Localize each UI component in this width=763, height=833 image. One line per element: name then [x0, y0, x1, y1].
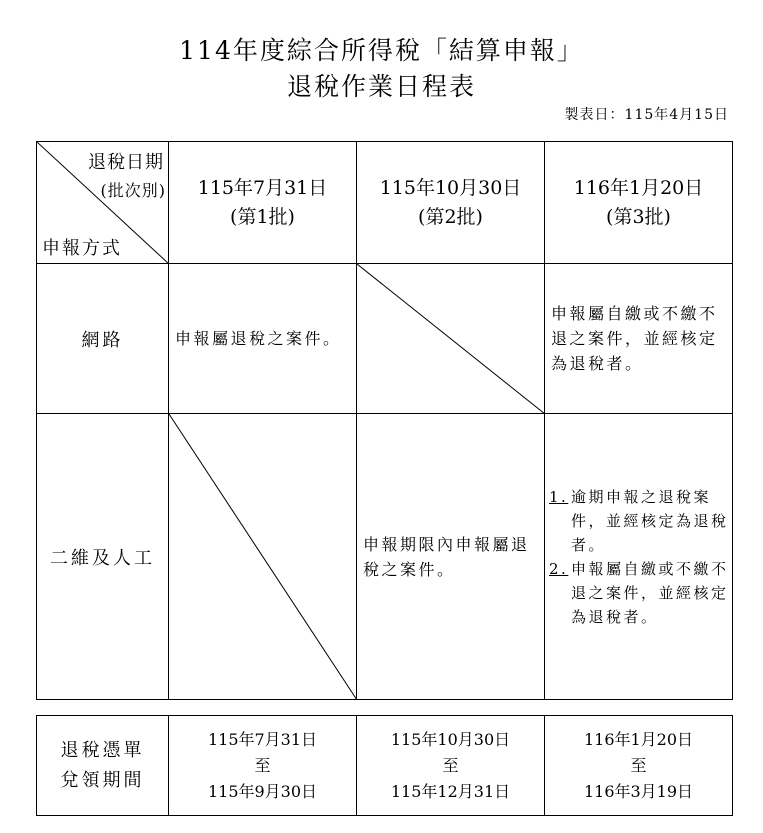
batch-2-date: 115年10月30日: [379, 176, 522, 199]
redemption-period-table: [36, 715, 733, 816]
row-label-online: 網路: [37, 264, 169, 414]
corner-filing-method-label: 申報方式: [42, 238, 122, 259]
list-item-text: 申報屬自繳或不繳不退之案件，並經核定為退稅者。: [571, 559, 729, 626]
batch-2-label: (第2批): [418, 205, 483, 228]
period-end: 115年9月30日: [207, 781, 318, 801]
period-to-word: 至: [630, 755, 647, 775]
list-item-number: 1.: [549, 487, 569, 506]
redemption-label-line-1: 退稅憑單: [60, 739, 145, 761]
corner-batch-label: (批次別): [100, 181, 166, 200]
redemption-period-batch-1: [169, 716, 357, 816]
period-start: 116年1月20日: [583, 729, 694, 749]
not-applicable-diagonal: [357, 264, 545, 414]
redemption-period-batch-2: [357, 716, 545, 816]
period-to-word: 至: [442, 755, 459, 775]
column-header-batch-2: [357, 142, 545, 264]
redemption-row: [37, 716, 733, 816]
list-item: [549, 485, 732, 557]
not-applicable-diagonal: [169, 414, 357, 700]
row-barcode-manual: [37, 414, 733, 700]
column-header-batch-1: [169, 142, 357, 264]
barcode-batch-3-cell: [545, 414, 733, 700]
redemption-label-line-2: 兌領期間: [60, 769, 145, 791]
title-line-2: 退稅作業日程表: [286, 72, 476, 101]
barcode-batch-2-cell: 申報期限內申報屬退稅之案件。: [357, 414, 545, 700]
corner-refund-date-label: 退稅日期: [88, 152, 164, 173]
refund-schedule-table: [36, 141, 733, 700]
batch-3-label: (第3批): [606, 205, 671, 228]
batch-1-label: (第1批): [230, 205, 295, 228]
online-batch-2-empty-cell: [357, 264, 545, 414]
list-item: [549, 557, 732, 629]
row-online: [37, 264, 733, 414]
period-start: 115年10月30日: [390, 729, 511, 749]
batch-3-date: 116年1月20日: [573, 176, 704, 199]
online-batch-1-cell: 申報屬退稅之案件。: [169, 264, 357, 414]
row-label-barcode-manual: 二維及人工: [37, 414, 169, 700]
column-header-batch-3: [545, 142, 733, 264]
made-date: 製表日：115年4月15日: [564, 107, 729, 123]
batch-3-conditions-list: [545, 485, 732, 629]
header-row: [37, 142, 733, 264]
list-item-number: 2.: [549, 559, 569, 578]
redemption-label-cell: [37, 716, 169, 816]
title-line-1: 114年度綜合所得稅「結算申報」: [179, 36, 584, 65]
corner-cell: [37, 142, 169, 264]
barcode-batch-1-empty-cell: [169, 414, 357, 700]
period-end: 115年12月31日: [390, 781, 511, 801]
batch-1-date: 115年7月31日: [197, 176, 328, 199]
period-to-word: 至: [254, 755, 271, 775]
period-end: 116年3月19日: [583, 781, 694, 801]
online-batch-3-cell: 申報屬自繳或不繳不退之案件，並經核定為退稅者。: [545, 264, 733, 414]
list-item-text: 逾期申報之退稅案件，並經核定為退稅者。: [571, 487, 729, 554]
redemption-period-batch-3: [545, 716, 733, 816]
period-start: 115年7月31日: [207, 729, 318, 749]
